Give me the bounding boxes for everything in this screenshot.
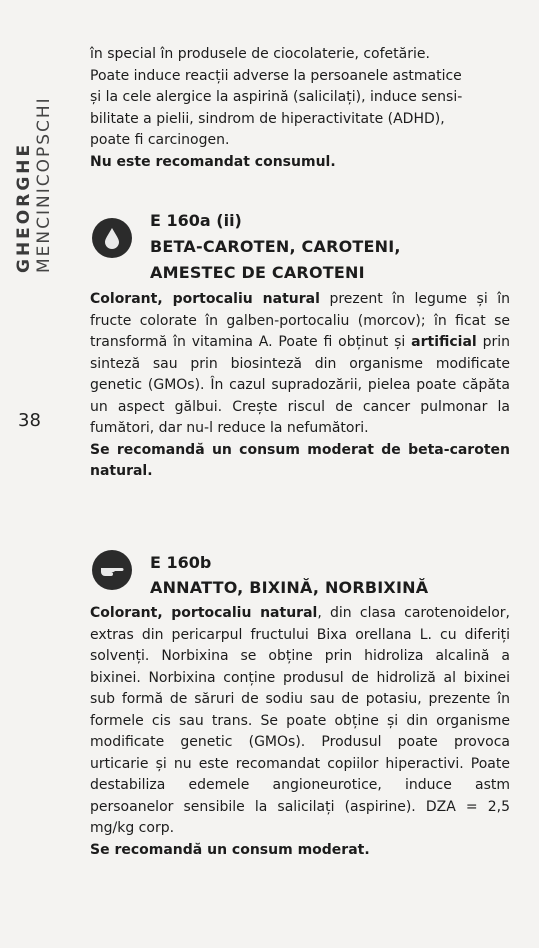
entry-text: , din clasa carotenoidelor, extras din pericarpul fructului Bixa orellana L. cu diferiți solvenți. Norbixina se obține prin hidroliza alcalină a bixinei. Norbixina conține produsul de hidroliză al bixinei sub formă de săruri de sodiu sau de potasiu, prezente în formele cis sau trans. Se poate obține și din organisme modificate genetic (GMOs). Produsul poate provoca urticarie și nu este recomandat copiilor hiperactivi. Poate destabiliza edemele angioneurotice, induce astm persoanelor sensibile la salicilați (aspirine). DZA = 2,5 mg/kg corp.: [90, 605, 511, 836]
intro-line: Poate induce reacții adverse la persoanele astmatice: [90, 67, 462, 84]
drop-icon: [92, 218, 132, 258]
page-number: 38: [18, 410, 41, 431]
entry-name: BETA-CAROTEN, CAROTENI,: [150, 237, 401, 256]
entry-text: prezent în legume și în fructe colorate în galben-portocaliu (morcov); în ficat se transformă în vitamina A. Poate fi obținut și: [90, 291, 511, 350]
author-spine: [4, 60, 64, 290]
drop-icon: [102, 226, 122, 250]
entry-lead: Colorant, portocaliu natural: [90, 605, 318, 621]
intro-recommendation: Nu este recomandat consumul.: [90, 153, 336, 170]
entry-lead: Colorant, portocaliu natural: [90, 291, 320, 307]
intro-section: [90, 44, 510, 173]
entry-recommendation: Se recomandă un consum moderat.: [90, 841, 370, 858]
entry-recommendation: Se recomandă un consum moderat de beta-caroten natural.: [90, 441, 510, 479]
entry-code: E 160a (ii): [150, 211, 242, 230]
pointing-hand-icon: [92, 550, 132, 590]
entry-bold-term: artificial: [411, 334, 477, 350]
author-first-name: GHEORGHE: [14, 141, 34, 273]
entry-code: E 160b: [150, 553, 212, 572]
pointing-hand-icon: [99, 560, 125, 580]
intro-line: și la cele alergice la aspirină (salicilați), induce sensi-: [90, 89, 463, 105]
entry-body: [90, 603, 510, 861]
intro-line: în special în produsele de ciocolaterie, cofetărie.: [90, 46, 430, 62]
entry-name: AMESTEC DE CAROTENI: [150, 263, 365, 282]
intro-line: poate fi carcinogen.: [90, 132, 230, 148]
intro-line: bilitate a pielii, sindrom de hiperactivitate (ADHD),: [90, 110, 445, 127]
entry-text: prin sinteză sau prin biosinteză din organisme modificate genetic (GMOs). În cazul supradozării, pielea poate căpăta un aspect gălbui. Crește riscul de cancer pulmonar la fumători, dar nu-l reduce la nefumători.: [90, 334, 511, 436]
entry-body: [90, 289, 510, 483]
entry-name: ANNATTO, BIXINĂ, NORBIXINĂ: [150, 578, 429, 597]
author-last-name: MENCINICOPSCHI: [34, 96, 54, 273]
